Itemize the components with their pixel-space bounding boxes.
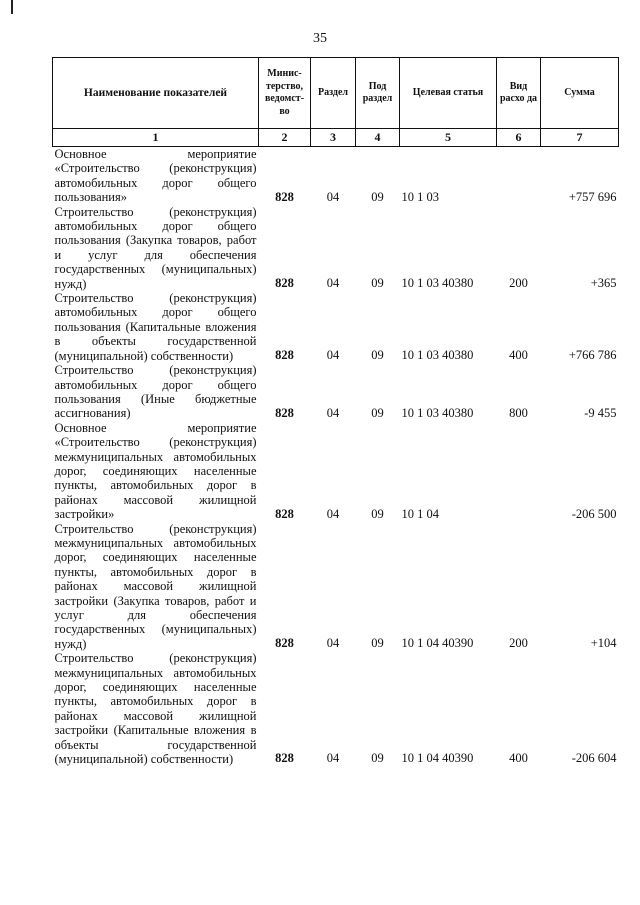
section-code: 04 xyxy=(326,405,340,420)
amount: -206 604 xyxy=(571,751,617,766)
column-number: 5 xyxy=(400,129,497,147)
indicator-name: Строительство (реконструкция) автомобильных дорог общего пользования (Капитальные вложения в объекты государственной (муниципальной) собственности) xyxy=(54,291,257,363)
header-subsection: Под раздел xyxy=(356,58,400,129)
ministry-code: 828 xyxy=(275,189,294,204)
section-code: 04 xyxy=(326,348,340,363)
indicator-name: Строительство (реконструкция) межмуниципальных автомобильных дорог, соединяющих населенные пункты, автомобильных дорог в районах массовой жилищной застройки (Закупка товаров, работ и услуг для обеспечения государственных (муниципальных) нужд) xyxy=(54,521,257,651)
header-ministry: Минис-терство, ведомст-во xyxy=(259,58,311,129)
section-code: 04 xyxy=(326,636,340,651)
table-row xyxy=(53,205,619,291)
expense-type: 400 xyxy=(509,751,528,766)
expense-type: 200 xyxy=(509,276,528,291)
indicator-name: Основное мероприятие «Строительство (реконструкция) межмуниципальных автомобильных дорог, соединяющих населенные пункты, автомобильных дорог в районах массовой жилищной застройки» xyxy=(54,420,257,522)
table-row xyxy=(53,363,619,421)
ministry-code: 828 xyxy=(275,506,294,521)
amount: +766 786 xyxy=(568,348,617,363)
column-number: 6 xyxy=(497,129,541,147)
scan-edge-mark xyxy=(11,0,13,14)
target-article: 10 1 04 40390 xyxy=(401,751,474,766)
header-name: Наименование показателей xyxy=(53,58,259,129)
amount: -206 500 xyxy=(571,506,617,521)
amount: +104 xyxy=(590,636,617,651)
header-expense-type: Вид расхо да xyxy=(497,58,541,129)
header-target: Целевая статья xyxy=(400,58,497,129)
table-header-row xyxy=(53,58,619,129)
budget-table xyxy=(52,57,619,766)
ministry-code: 828 xyxy=(275,636,294,651)
ministry-code: 828 xyxy=(275,348,294,363)
subsection-code: 09 xyxy=(371,405,384,420)
column-number-row xyxy=(53,129,619,147)
table-row xyxy=(53,291,619,363)
expense-type xyxy=(497,421,541,522)
ministry-code: 828 xyxy=(275,276,294,291)
column-number: 7 xyxy=(541,129,619,147)
amount: +365 xyxy=(590,276,617,291)
target-article: 10 1 04 40390 xyxy=(401,636,474,651)
target-article: 10 1 03 40380 xyxy=(401,276,474,291)
indicator-name: Строительство (реконструкция) автомобильных дорог общего пользования (Иные бюджетные ассигнования) xyxy=(54,363,257,421)
section-code: 04 xyxy=(326,276,340,291)
ministry-code: 828 xyxy=(275,751,294,766)
indicator-name: Основное мероприятие «Строительство (реконструкция) автомобильных дорог общего пользования» xyxy=(54,147,257,205)
subsection-code: 09 xyxy=(371,751,384,766)
subsection-code: 09 xyxy=(371,276,384,291)
expense-type: 800 xyxy=(509,405,528,420)
expense-type: 200 xyxy=(509,636,528,651)
expense-type xyxy=(497,147,541,205)
section-code: 04 xyxy=(326,506,340,521)
table-row xyxy=(53,522,619,652)
subsection-code: 09 xyxy=(371,506,384,521)
expense-type: 400 xyxy=(509,348,528,363)
column-number: 4 xyxy=(356,129,400,147)
target-article: 10 1 03 40380 xyxy=(401,405,474,420)
section-code: 04 xyxy=(326,189,340,204)
ministry-code: 828 xyxy=(275,405,294,420)
indicator-name: Строительство (реконструкция) межмуниципальных автомобильных дорог, соединяющих населенные пункты, автомобильных дорог в районах массовой жилищной застройки (Капитальные вложения в объекты государственной (муниципальной) собственности) xyxy=(54,651,257,767)
target-article: 10 1 03 xyxy=(401,189,439,204)
subsection-code: 09 xyxy=(371,189,384,204)
indicator-name: Строительство (реконструкция) автомобильных дорог общего пользования (Закупка товаров, работ и услуг для обеспечения государственных (муниципальных) нужд) xyxy=(54,204,257,291)
table-row xyxy=(53,147,619,205)
subsection-code: 09 xyxy=(371,636,384,651)
target-article: 10 1 03 40380 xyxy=(401,348,474,363)
table-row xyxy=(53,421,619,522)
section-code: 04 xyxy=(326,751,340,766)
column-number: 1 xyxy=(53,129,259,147)
header-amount: Сумма xyxy=(541,58,619,129)
page-number: 35 xyxy=(313,31,327,46)
header-section: Раздел xyxy=(311,58,356,129)
table-row xyxy=(53,651,619,766)
target-article: 10 1 04 xyxy=(401,506,439,521)
column-number: 3 xyxy=(311,129,356,147)
column-number: 2 xyxy=(259,129,311,147)
amount: -9 455 xyxy=(584,405,617,420)
subsection-code: 09 xyxy=(371,348,384,363)
amount: +757 696 xyxy=(568,189,617,204)
